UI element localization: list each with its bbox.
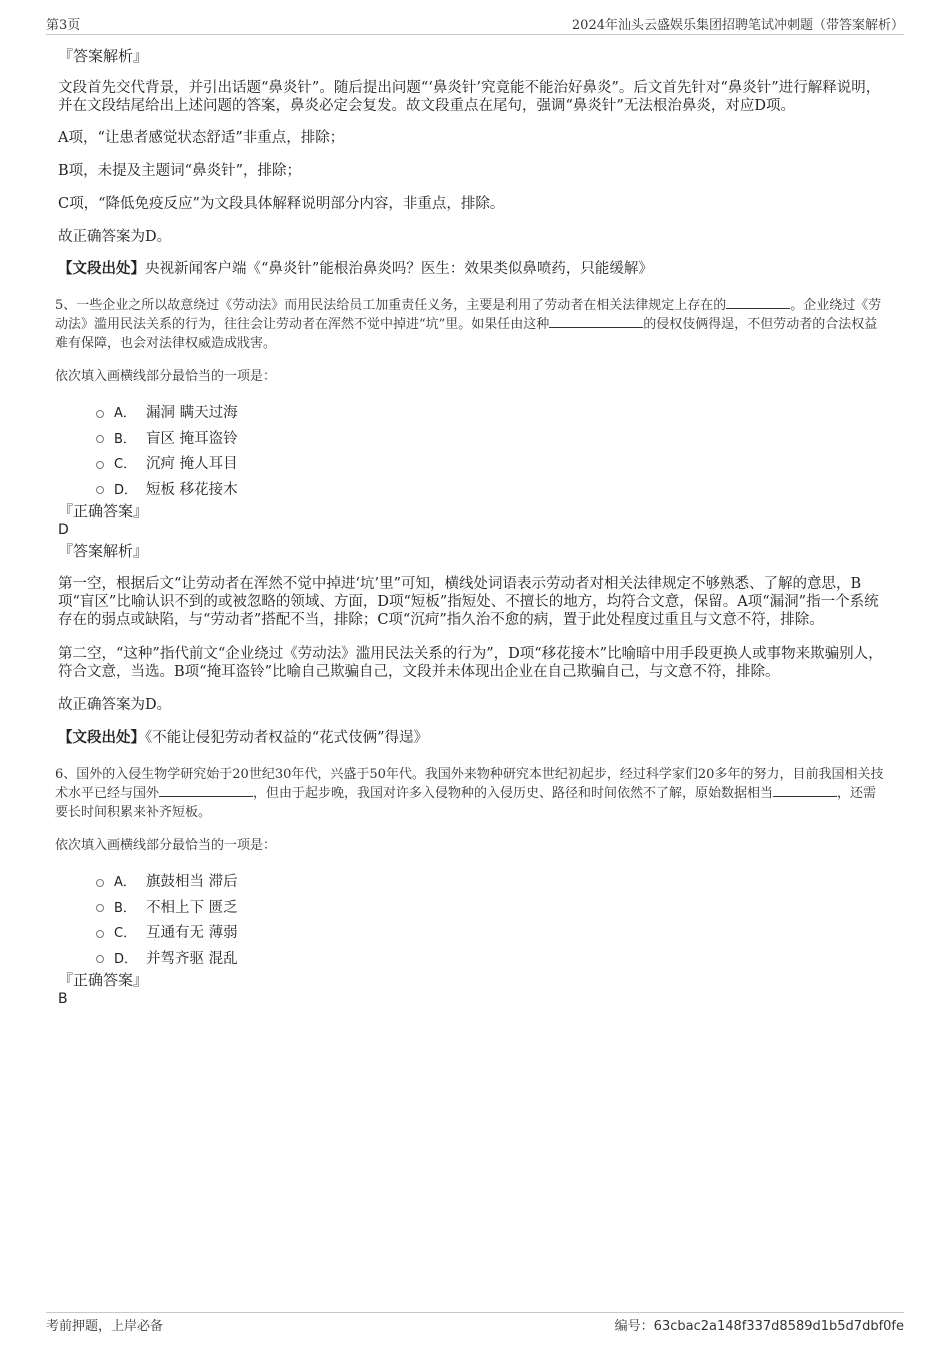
- analysis-paragraph: C项，“降低免疫反应”为文段具体解释说明部分内容，非重点，排除。: [58, 196, 505, 212]
- analysis-paragraph: 第一空，根据后文“让劳动者在浑然不觉中掉进‘坑’里”可知，横线处词语表示劳动者对相关法律规定不够熟悉、了解的意思，B项“盲区”比喻认识不到的或被忽略的领域、方面，D项“短板”指短处、不擅长的地方，均符合文意，保留。A项“漏洞”指一个系统存在的弱点或缺陷，与“劳动者”搭配不当，排除；C项“沉疴”指久治不愈的病，置于此处程度过重且与文意不符，排除。: [58, 576, 879, 628]
- question-stem: 5、一些企业之所以故意绕过《劳动法》而用民法给员工加重责任义务，主要是利用了劳动者在相关法律规定上存在的 。企业绕过《劳动法》滥用民法关系的行为，往往会让劳动者在浑然不觉中掉进“坑”里。如果任由这种 的侵权伎俩得逞，不但劳动者的合法权益难有保障，也会对法律权威造成戕害。: [55, 298, 882, 351]
- fill-blank: [159, 785, 253, 797]
- radio-icon[interactable]: [96, 955, 104, 963]
- text-source: [58, 729, 888, 747]
- text-source: [58, 260, 888, 278]
- option-a[interactable]: A． 漏洞 瞒天过海: [58, 399, 888, 425]
- option-b[interactable]: B． 不相上下 匮乏: [58, 894, 888, 920]
- source-text: 央视新闻客户端《“鼻炎针”能根治鼻炎吗？医生：效果类似鼻喷药，只能缓解》: [145, 261, 653, 277]
- analysis-paragraph: B项，未提及主题词“鼻炎针”，排除；: [58, 163, 301, 179]
- source-label: 【文段出处】: [58, 260, 145, 277]
- analysis-paragraph: A项，“让患者感觉状态舒适”非重点，排除；: [58, 130, 345, 146]
- option-c[interactable]: C． 互通有无 薄弱: [58, 919, 888, 945]
- option-list: [58, 868, 888, 970]
- question-stem: 6、国外的入侵生物学研究始于20世纪30年代，兴盛于50年代。我国外来物种研究本世纪初起步，经过科学家们20多年的努力，目前我国相关技术水平已经与国外 ，但由于起步晚，我国对许多入侵物种的入侵历史、路径和时间依然不了解，原始数据相当 ，还需要长时间积累来补齐短板。: [55, 767, 884, 820]
- document-title: 2024年汕头云盛娱乐集团招聘笔试冲刺题（带答案解析）: [571, 18, 904, 33]
- radio-icon[interactable]: [96, 486, 104, 494]
- analysis-conclusion: 故正确答案为D。: [58, 697, 172, 713]
- analysis-heading: 『答案解析』: [58, 47, 149, 65]
- option-c[interactable]: C． 沉疴 掩人耳目: [58, 450, 888, 476]
- source-label: 【文段出处】: [58, 729, 145, 746]
- radio-icon[interactable]: [96, 904, 104, 912]
- option-d[interactable]: D． 并驾齐驱 混乱: [58, 945, 888, 971]
- fill-blank: [726, 297, 790, 309]
- correct-answer: D: [58, 522, 69, 538]
- page-footer: [46, 1312, 904, 1334]
- option-d[interactable]: D． 短板 移花接木: [58, 476, 888, 502]
- option-b[interactable]: B． 盲区 掩耳盗铃: [58, 425, 888, 451]
- radio-icon[interactable]: [96, 879, 104, 887]
- analysis-paragraph: 第二空，“这种”指代前文“企业绕过《劳动法》滥用民法关系的行为”，D项“移花接木”比喻暗中用手段更换人或事物来欺骗别人，符合文意，当选。B项“掩耳盗铃”比喻自己欺骗自己，文段并未体现出企业在自己欺骗自己，与文意不符，排除。: [58, 646, 883, 680]
- radio-icon[interactable]: [96, 435, 104, 443]
- page-number: 第3页: [46, 18, 81, 33]
- fill-blank: [549, 316, 643, 328]
- option-list: [58, 399, 888, 501]
- option-a[interactable]: A． 旗鼓相当 滞后: [58, 868, 888, 894]
- radio-icon[interactable]: [96, 461, 104, 469]
- analysis-heading: 『答案解析』: [58, 542, 149, 560]
- analysis-paragraph: 文段首先交代背景，并引出话题“鼻炎针”。随后提出问题“‘鼻炎针’究竟能不能治好鼻炎”。后文首先针对“鼻炎针”进行解释说明，并在文段结尾给出上述问题的答案，鼻炎必定会复发。故文段重点在尾句，强调“鼻炎针”无法根治鼻炎，对应D项。: [58, 80, 881, 114]
- footer-slogan: 考前押题，上岸必备: [46, 1319, 164, 1334]
- correct-answer-heading: 『正确答案』: [58, 971, 149, 989]
- document-code: 编号：63cbac2a148f337d8589d1b5d7dbf0fe: [614, 1319, 904, 1334]
- page-content: [55, 46, 888, 1008]
- source-text: 《不能让侵犯劳动者权益的“花式伎俩”得逞》: [145, 730, 429, 746]
- radio-icon[interactable]: [96, 930, 104, 938]
- correct-answer: B: [58, 991, 68, 1007]
- radio-icon[interactable]: [96, 410, 104, 418]
- question-prompt: 依次填入画横线部分最恰当的一项是：: [55, 369, 277, 384]
- question-prompt: 依次填入画横线部分最恰当的一项是：: [55, 838, 277, 853]
- analysis-conclusion: 故正确答案为D。: [58, 229, 172, 245]
- correct-answer-heading: 『正确答案』: [58, 502, 149, 520]
- page-header: [46, 14, 904, 35]
- fill-blank: [773, 785, 837, 797]
